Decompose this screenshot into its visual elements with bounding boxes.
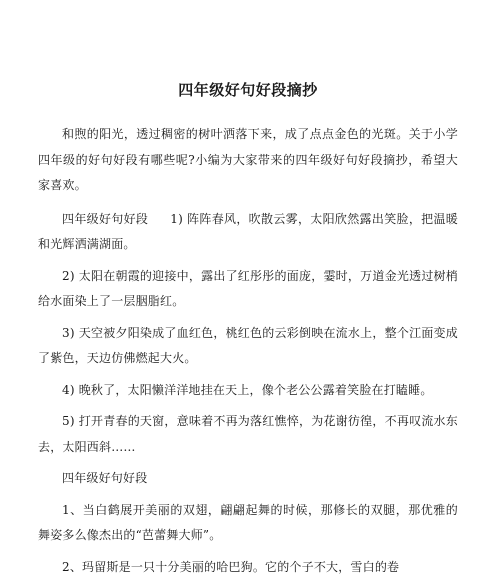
section1-item-1: 1) 阵阵春风，吹散云雾，太阳欣然露出笑脸，把温暖和光辉洒满湖面。 — [38, 211, 458, 251]
section1-item-4: 4) 晚秋了，太阳懒洋洋地挂在天上，像个老公公露着笑脸在打瞌睡。 — [62, 382, 433, 397]
article-body — [38, 122, 458, 586]
section2-item-2: 2、玛留斯是一只十分美丽的哈巴狗。它的个子不大，雪白的卷 — [62, 559, 400, 574]
section2-item-1: 1、当白鹤展开美丽的双翅，翩翩起舞的时候，那修长的双腿，那优雅的舞姿多么像杰出的“芭蕾舞大师”。 — [38, 502, 458, 542]
section1-item-5: 5) 打开青春的天窗，意味着不再为落红憔悴，为花谢彷徨，不再叹流水东去，太阳西斜…… — [38, 414, 458, 454]
section1-item-3: 3) 天空被夕阳染成了血红色，桃红色的云彩倒映在流水上，整个江面变成了紫色，天边仿佛燃起大火。 — [38, 325, 458, 365]
section2-heading: 四年级好句好段 — [62, 471, 148, 485]
section1-item-2: 2) 太阳在朝霞的迎接中，露出了红彤彤的面庞，霎时，万道金光透过树梢给水面染上了一层胭脂红。 — [38, 268, 458, 308]
page-title: 四年级好句好段摘抄 — [178, 81, 318, 99]
intro-paragraph: 和煦的阳光，透过稠密的树叶洒落下来，成了点点金色的光斑。关于小学四年级的好句好段有哪些呢?小编为大家带来的四年级好句好段摘抄，希望大家喜欢。 — [38, 127, 458, 192]
section1-heading: 四年级好句好段 — [62, 211, 149, 226]
section1-first-paragraph — [38, 207, 458, 258]
